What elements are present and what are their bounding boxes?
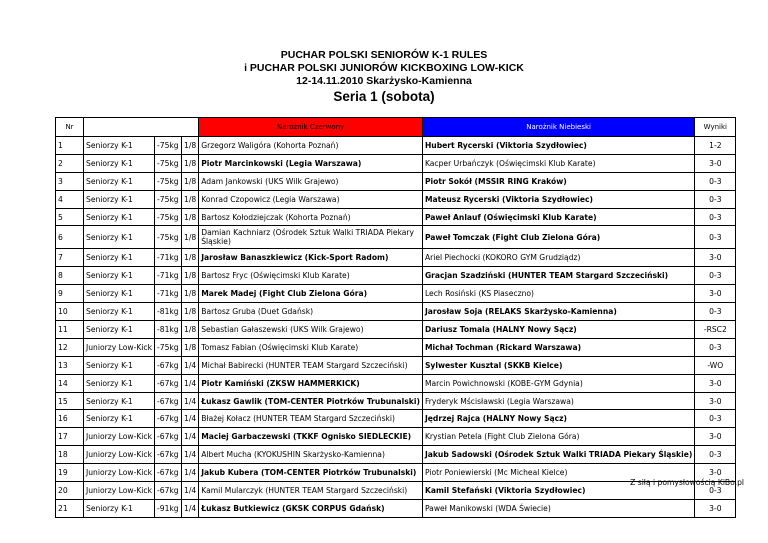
table-row	[56, 356, 736, 374]
cell-blue-fighter: Paweł Tomczak (Fight Club Zielona Góra)	[422, 226, 694, 249]
cell-blue-fighter: Paweł Anlauf (Oświęcimski Klub Karate)	[422, 208, 694, 226]
cell-weight: -67kg	[155, 374, 182, 392]
cell-red-fighter: Piotr Marcinkowski (Legia Warszawa)	[199, 154, 423, 172]
cell-nr: 13	[56, 356, 84, 374]
table-row	[56, 208, 736, 226]
cell-stage: 1/4	[182, 482, 199, 500]
cell-weight: -81kg	[155, 321, 182, 339]
cell-blue-fighter: Sylwester Kusztal (SKKB Kielce)	[422, 356, 694, 374]
cell-blue-fighter: Krystian Petela (Fight Club Zielona Góra)	[422, 428, 694, 446]
cell-weight: -67kg	[155, 410, 182, 428]
cell-nr: 1	[56, 137, 84, 155]
cell-category: Juniorzy Low-Kick	[84, 428, 155, 446]
cell-nr: 21	[56, 499, 84, 517]
cell-weight: -67kg	[155, 482, 182, 500]
table-row	[56, 392, 736, 410]
cell-red-fighter: Sebastian Gałaszewski (UKS Wilk Grajewo)	[199, 321, 423, 339]
cell-category: Seniorzy K-1	[84, 190, 155, 208]
header-blue-corner: Narożnik Niebieski	[422, 118, 694, 137]
cell-red-fighter: Michał Babirecki (HUNTER TEAM Stargard Szczeciński)	[199, 356, 423, 374]
title-line-3: 12-14.11.2010 Skarżysko-Kamienna	[296, 75, 472, 87]
cell-weight: -91kg	[155, 499, 182, 517]
cell-stage: 1/8	[182, 154, 199, 172]
footer-credit: Z siłą i pomysłowością KiBo.pl	[630, 478, 744, 487]
cell-red-fighter: Maciej Garbaczewski (TKKF Ognisko SIEDLECKIE)	[199, 428, 423, 446]
table-row	[56, 321, 736, 339]
cell-blue-fighter: Kamil Stefański (Viktoria Szydłowiec)	[422, 482, 694, 500]
cell-blue-fighter: Hubert Rycerski (Viktoria Szydłowiec)	[422, 137, 694, 155]
cell-weight: -67kg	[155, 464, 182, 482]
cell-category: Seniorzy K-1	[84, 374, 155, 392]
cell-category: Juniorzy Low-Kick	[84, 446, 155, 464]
cell-result: 0-3	[695, 172, 736, 190]
cell-nr: 6	[56, 226, 84, 249]
cell-stage: 1/8	[182, 137, 199, 155]
cell-red-fighter: Konrad Czopowicz (Legia Warszawa)	[199, 190, 423, 208]
cell-nr: 14	[56, 374, 84, 392]
cell-red-fighter: Łukasz Butkiewicz (GKSK CORPUS Gdańsk)	[199, 499, 423, 517]
cell-blue-fighter: Kacper Urbańczyk (Oświęcimski Klub Karate)	[422, 154, 694, 172]
header-blank	[182, 118, 199, 137]
cell-nr: 15	[56, 392, 84, 410]
cell-nr: 17	[56, 428, 84, 446]
table-row	[56, 303, 736, 321]
cell-stage: 1/8	[182, 285, 199, 303]
cell-nr: 12	[56, 338, 84, 356]
cell-result: 3-0	[695, 499, 736, 517]
header-blank	[155, 118, 182, 137]
table-row	[56, 190, 736, 208]
cell-result: 0-3	[695, 410, 736, 428]
document-header	[0, 49, 768, 105]
cell-stage: 1/4	[182, 499, 199, 517]
cell-blue-fighter: Fryderyk Mścisławski (Legia Warszawa)	[422, 392, 694, 410]
cell-category: Seniorzy K-1	[84, 285, 155, 303]
cell-nr: 7	[56, 249, 84, 267]
cell-blue-fighter: Lech Rosiński (KS Piaseczno)	[422, 285, 694, 303]
cell-nr: 19	[56, 464, 84, 482]
cell-red-fighter: Jarosław Banaszkiewicz (Kick-Sport Radom)	[199, 249, 423, 267]
cell-result: 3-0	[695, 392, 736, 410]
cell-stage: 1/8	[182, 267, 199, 285]
cell-red-fighter: Łukasz Gawlik (TOM-CENTER Piotrków Trubunalski)	[199, 392, 423, 410]
table-header-row	[56, 118, 736, 137]
cell-result: 0-3	[695, 482, 736, 500]
cell-red-fighter: Tomasz Fabian (Oświęcimski Klub Karate)	[199, 338, 423, 356]
cell-nr: 8	[56, 267, 84, 285]
cell-result: 3-0	[695, 154, 736, 172]
cell-nr: 18	[56, 446, 84, 464]
cell-stage: 1/4	[182, 374, 199, 392]
cell-stage: 1/4	[182, 428, 199, 446]
cell-category: Seniorzy K-1	[84, 137, 155, 155]
cell-nr: 2	[56, 154, 84, 172]
cell-result: 3-0	[695, 464, 736, 482]
cell-blue-fighter: Dariusz Tomala (HALNY Nowy Sącz)	[422, 321, 694, 339]
cell-weight: -75kg	[155, 154, 182, 172]
table-row	[56, 172, 736, 190]
session-title: Seria 1 (sobota)	[333, 89, 435, 104]
table-row	[56, 226, 736, 249]
cell-result: 3-0	[695, 285, 736, 303]
cell-weight: -67kg	[155, 392, 182, 410]
cell-weight: -71kg	[155, 267, 182, 285]
table-row	[56, 285, 736, 303]
cell-red-fighter: Bartosz Kołodziejczak (Kohorta Poznań)	[199, 208, 423, 226]
cell-blue-fighter: Gracjan Szadziński (HUNTER TEAM Stargard Szczeciński)	[422, 267, 694, 285]
cell-result: 0-3	[695, 338, 736, 356]
cell-nr: 4	[56, 190, 84, 208]
cell-nr: 10	[56, 303, 84, 321]
cell-nr: 5	[56, 208, 84, 226]
cell-stage: 1/8	[182, 338, 199, 356]
table-row	[56, 499, 736, 517]
cell-result: -RSC2	[695, 321, 736, 339]
table-row	[56, 154, 736, 172]
cell-red-fighter: Grzegorz Waligóra (Kohorta Poznań)	[199, 137, 423, 155]
cell-weight: -75kg	[155, 190, 182, 208]
cell-nr: 16	[56, 410, 84, 428]
cell-result: 0-3	[695, 208, 736, 226]
cell-category: Seniorzy K-1	[84, 499, 155, 517]
cell-category: Seniorzy K-1	[84, 154, 155, 172]
cell-weight: -71kg	[155, 249, 182, 267]
cell-stage: 1/4	[182, 392, 199, 410]
cell-category: Juniorzy Low-Kick	[84, 482, 155, 500]
cell-category: Seniorzy K-1	[84, 356, 155, 374]
cell-category: Seniorzy K-1	[84, 226, 155, 249]
cell-weight: -67kg	[155, 446, 182, 464]
header-blank	[84, 118, 155, 137]
cell-result: -WO	[695, 356, 736, 374]
cell-stage: 1/4	[182, 410, 199, 428]
cell-result: 3-0	[695, 374, 736, 392]
header-result: Wyniki	[695, 118, 736, 137]
cell-stage: 1/4	[182, 464, 199, 482]
cell-blue-fighter: Jarosław Soja (RELAKS Skarżysko-Kamienna)	[422, 303, 694, 321]
cell-category: Seniorzy K-1	[84, 249, 155, 267]
cell-weight: -75kg	[155, 226, 182, 249]
table-row	[56, 249, 736, 267]
title-line-2: i PUCHAR POLSKI JUNIORÓW KICKBOXING LOW-KICK	[244, 62, 524, 74]
table-row	[56, 446, 736, 464]
cell-red-fighter: Marek Madej (Fight Club Zielona Góra)	[199, 285, 423, 303]
cell-weight: -67kg	[155, 428, 182, 446]
cell-blue-fighter: Jakub Sadowski (Ośrodek Sztuk Walki TRIADA Piekary Śląskie)	[422, 446, 694, 464]
cell-nr: 20	[56, 482, 84, 500]
cell-stage: 1/8	[182, 226, 199, 249]
table-row	[56, 428, 736, 446]
cell-category: Juniorzy Low-Kick	[84, 464, 155, 482]
cell-red-fighter: Adam Jankowski (UKS Wilk Grajewo)	[199, 172, 423, 190]
cell-weight: -81kg	[155, 303, 182, 321]
cell-category: Seniorzy K-1	[84, 392, 155, 410]
cell-nr: 11	[56, 321, 84, 339]
table-row	[56, 374, 736, 392]
cell-red-fighter: Jakub Kubera (TOM-CENTER Piotrków Trubunalski)	[199, 464, 423, 482]
cell-blue-fighter: Piotr Sokół (MSSIR RING Kraków)	[422, 172, 694, 190]
table-row	[56, 137, 736, 155]
cell-category: Seniorzy K-1	[84, 303, 155, 321]
cell-result: 3-0	[695, 249, 736, 267]
cell-weight: -75kg	[155, 208, 182, 226]
header-red-corner: Narożnik Czerwony	[199, 118, 423, 137]
cell-stage: 1/8	[182, 249, 199, 267]
cell-nr: 9	[56, 285, 84, 303]
cell-red-fighter: Damian Kachniarz (Ośrodek Sztuk Walki TRIADA Piekary Śląskie)	[199, 226, 423, 249]
cell-stage: 1/4	[182, 356, 199, 374]
cell-category: Seniorzy K-1	[84, 267, 155, 285]
cell-weight: -75kg	[155, 137, 182, 155]
cell-category: Seniorzy K-1	[84, 172, 155, 190]
cell-red-fighter: Albert Mucha (KYOKUSHIN Skarżysko-Kamienna)	[199, 446, 423, 464]
cell-blue-fighter: Mateusz Rycerski (Viktoria Szydłowiec)	[422, 190, 694, 208]
cell-result: 1-2	[695, 137, 736, 155]
cell-category: Seniorzy K-1	[84, 321, 155, 339]
cell-red-fighter: Kamil Mularczyk (HUNTER TEAM Stargard Szczeciński)	[199, 482, 423, 500]
cell-category: Seniorzy K-1	[84, 410, 155, 428]
title-line-1: PUCHAR POLSKI SENIORÓW K-1 RULES	[280, 49, 488, 61]
table-row	[56, 267, 736, 285]
table-row	[56, 338, 736, 356]
cell-result: 0-3	[695, 267, 736, 285]
cell-weight: -67kg	[155, 356, 182, 374]
cell-stage: 1/8	[182, 190, 199, 208]
cell-stage: 1/8	[182, 321, 199, 339]
cell-stage: 1/8	[182, 172, 199, 190]
cell-stage: 1/8	[182, 303, 199, 321]
cell-result: 0-3	[695, 190, 736, 208]
cell-nr: 3	[56, 172, 84, 190]
cell-blue-fighter: Paweł Manikowski (WDA Świecie)	[422, 499, 694, 517]
cell-blue-fighter: Ariel Piechocki (KOKORO GYM Grudziądz)	[422, 249, 694, 267]
cell-result: 3-0	[695, 428, 736, 446]
cell-weight: -75kg	[155, 172, 182, 190]
table-row	[56, 410, 736, 428]
cell-result: 0-3	[695, 303, 736, 321]
cell-weight: -71kg	[155, 285, 182, 303]
cell-blue-fighter: Marcin Powichnowski (KOBE-GYM Gdynia)	[422, 374, 694, 392]
cell-red-fighter: Piotr Kamiński (ZKSW HAMMERKICK)	[199, 374, 423, 392]
cell-red-fighter: Bartosz Gruba (Duet Gdańsk)	[199, 303, 423, 321]
cell-red-fighter: Bartosz Fryc (Oświęcimski Klub Karate)	[199, 267, 423, 285]
cell-blue-fighter: Jędrzej Rajca (HALNY Nowy Sącz)	[422, 410, 694, 428]
header-nr: Nr	[56, 118, 84, 137]
cell-stage: 1/8	[182, 208, 199, 226]
cell-result: 0-3	[695, 226, 736, 249]
cell-stage: 1/4	[182, 446, 199, 464]
cell-red-fighter: Błażej Kołacz (HUNTER TEAM Stargard Szczeciński)	[199, 410, 423, 428]
cell-weight: -75kg	[155, 338, 182, 356]
cell-category: Seniorzy K-1	[84, 208, 155, 226]
cell-blue-fighter: Michał Tochman (Rickard Warszawa)	[422, 338, 694, 356]
cell-category: Juniorzy Low-Kick	[84, 338, 155, 356]
results-table	[55, 117, 736, 518]
cell-blue-fighter: Piotr Poniewierski (Mc Micheal Kielce)	[422, 464, 694, 482]
cell-result: 0-3	[695, 446, 736, 464]
